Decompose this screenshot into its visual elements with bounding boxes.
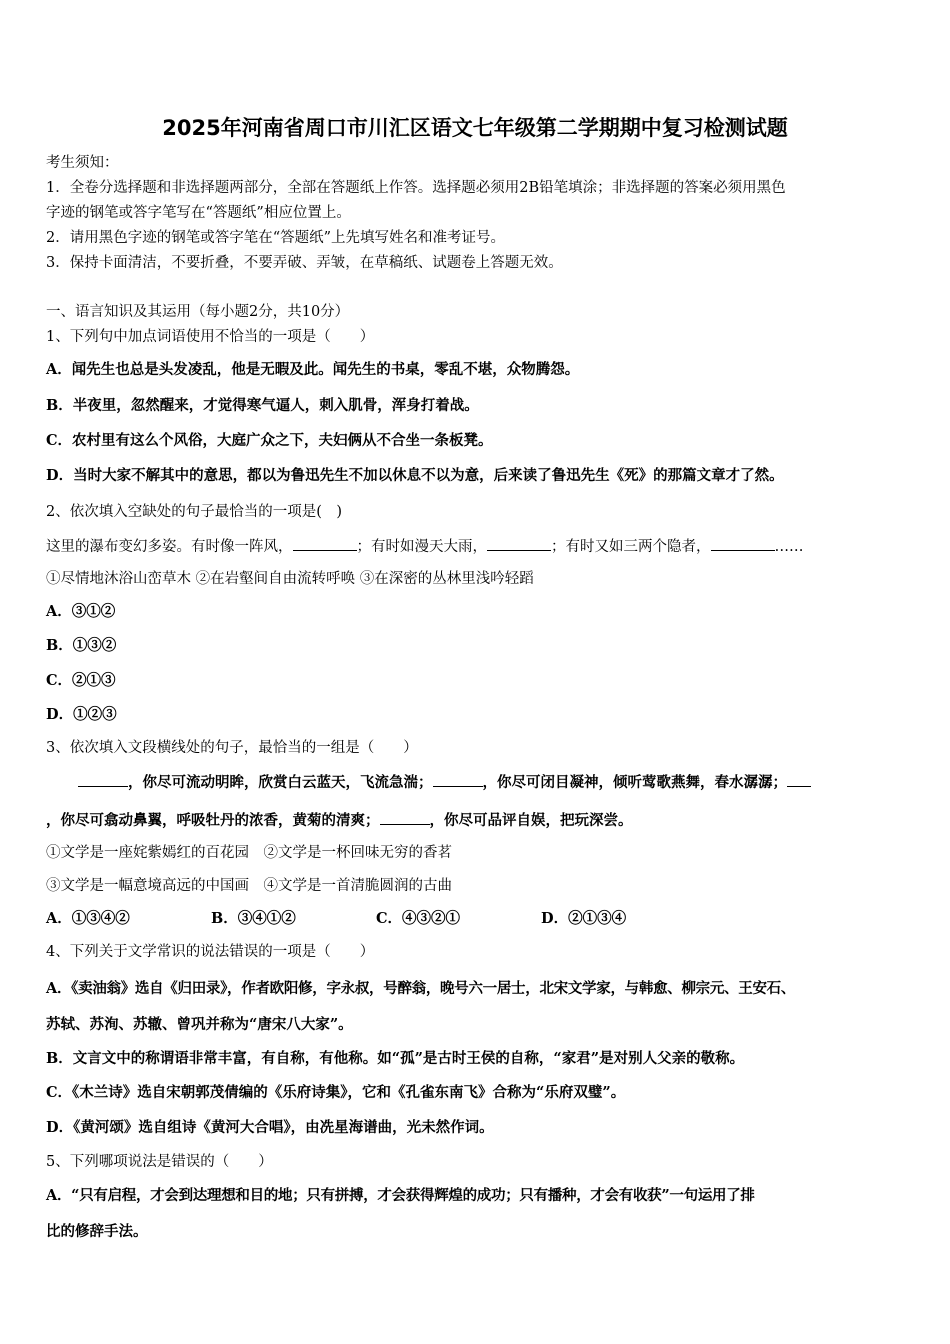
question-2-stem: 2、依次填入空缺处的句子最恰当的一项是( ) [46,504,343,520]
question-3-options [46,909,916,929]
question-5-option-a: A．“只有启程，才会到达理想和目的地；只有拼搏，才会获得辉煌的成功；只有播种，才会有收获”一句运用了排 [46,1187,755,1204]
question-2-passage [46,536,916,557]
question-2-option-b: B．①③② [46,637,117,654]
question-1-option-d: D．当时大家不解其中的意思，都以为鲁迅先生不加以休息不以为意，后来读了鲁迅先生《死》的那篇文章才了然。 [46,467,784,484]
passage-text: ，你尽可品评自娱，把玩深尝。 [429,812,633,829]
answer-blank [433,772,483,787]
answer-blank [293,536,357,551]
passage-text: ，你尽可流动明眸，欣赏白云蓝天，飞流急湍； [128,774,433,791]
passage-text: 这里的瀑布变幻多姿。有时像一阵风， [46,539,293,555]
question-3-choices: ③文学是一幅意境高远的中国画 ④文学是一首清脆圆润的古曲 [46,878,452,894]
notice-item: 2．请用黑色字迹的钢笔或答字笔在“答题纸”上先填写姓名和准考证号。 [46,230,506,246]
question-3-passage-line-1 [78,772,918,793]
question-3-option-c: C．④③②① [376,910,461,927]
passage-text: ，你尽可闭目凝神，倾听莺歌燕舞，春水潺潺； [482,774,787,791]
answer-blank [487,536,551,551]
page-title: 2025年河南省周口市川汇区语文七年级第二学期期中复习检测试题 [162,116,788,140]
passage-text: …… [774,539,804,555]
question-1-stem: 1、下列句中加点词语使用不恰当的一项是（ ） [46,329,375,345]
question-4-stem: 4、下列关于文学常识的说法错误的一项是（ ） [46,944,375,960]
question-3-choices: ①文学是一座姹紫嫣红的百花园 ②文学是一杯回味无穷的香茗 [46,845,452,861]
answer-blank [711,536,775,551]
question-1-option-b: B．半夜里，忽然醒来，才觉得寒气逼人，刺入肌骨，浑身打着战。 [46,397,479,414]
answer-blank [380,810,430,825]
notice-heading: 考生须知： [46,155,119,171]
question-3-option-a: A．①③④② [46,910,130,927]
question-2-option-a: A．③①② [46,603,116,620]
question-2-option-c: C．②①③ [46,672,116,689]
notice-item: 字迹的钢笔或答字笔写在“答题纸”相应位置上。 [46,205,351,221]
question-1-option-a: A．闻先生也总是头发凌乱，他是无暇及此。闻先生的书桌，零乱不堪，众物腾怨。 [46,361,580,378]
passage-text: ；有时又如三两个隐者， [551,539,711,555]
answer-blank [787,772,811,787]
question-3-stem: 3、依次填入文段横线处的句子，最恰当的一组是（ ） [46,740,418,756]
question-4-option-a: A．《卖油翁》选自《归田录》，作者欧阳修，字永叔，号醉翁，晚号六一居士，北宋文学家，与韩愈、柳宗元、王安石、 [46,980,796,997]
question-5-option-a-cont: 比的修辞手法。 [46,1223,148,1240]
answer-blank [78,772,128,787]
section-heading: 一、语言知识及其运用（每小题2分，共10分） [46,304,350,320]
passage-text: ，你尽可翕动鼻翼，呼吸牡丹的浓香，黄菊的清爽； [46,812,380,829]
question-4-option-a-cont: 苏轼、苏洵、苏辙、曾巩并称为“唐宋八大家”。 [46,1016,353,1033]
question-5-stem: 5、下列哪项说法是错误的（ ） [46,1154,273,1170]
question-4-option-d: D．《黄河颂》选自组诗《黄河大合唱》，由冼星海谱曲，光未然作词。 [46,1119,494,1136]
notice-item: 3．保持卡面清洁，不要折叠，不要弄破、弄皱，在草稿纸、试题卷上答题无效。 [46,255,563,271]
question-2-choices: ①尽情地沐浴山峦草木 ②在岩壑间自由流转呼唤 ③在深密的丛林里浅吟轻蹈 [46,571,534,587]
question-3-option-d: D．②①③④ [541,910,627,927]
question-4-option-b: B．文言文中的称谓语非常丰富，有自称，有他称。如“孤”是古时王侯的自称，“家君”是对别人父亲的敬称。 [46,1050,745,1067]
question-3-passage-line-2 [46,810,916,831]
question-1-option-c: C．农村里有这么个风俗，大庭广众之下，夫妇俩从不合坐一条板凳。 [46,432,493,449]
passage-text: ；有时如漫天大雨， [356,539,487,555]
question-2-option-d: D．①②③ [46,706,117,723]
notice-item: 1．全卷分选择题和非选择题两部分，全部在答题纸上作答。选择题必须用2B铅笔填涂；非选择题的答案必须用黑色 [46,180,786,196]
question-3-option-b: B．③④①② [211,910,296,927]
question-4-option-c: C．《木兰诗》选自宋朝郭茂倩编的《乐府诗集》，它和《孔雀东南飞》合称为“乐府双璧”。 [46,1084,626,1101]
